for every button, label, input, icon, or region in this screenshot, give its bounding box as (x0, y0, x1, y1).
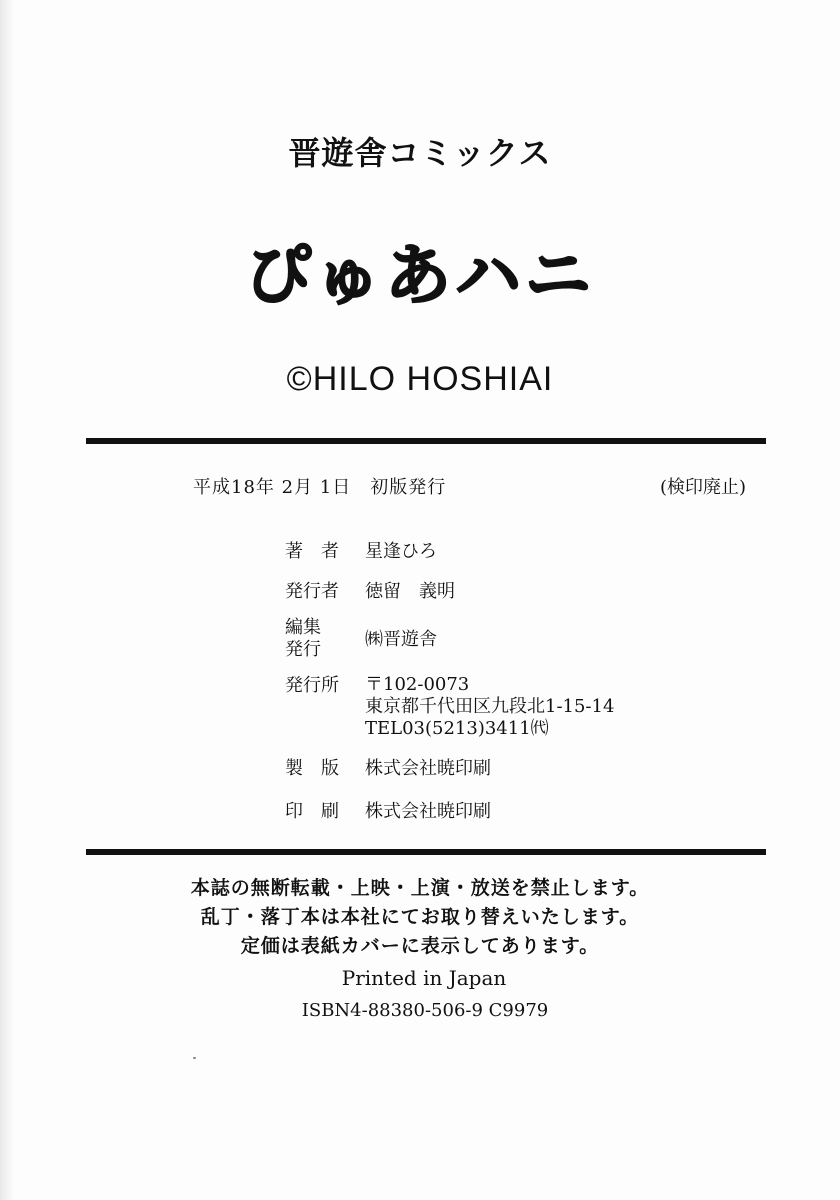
printed-in: Printed in Japan (341, 966, 507, 990)
credit-label: 印 刷 (285, 801, 339, 822)
notice-reproduction: 本誌の無断転載・上映・上演・放送を禁止します。 (190, 877, 650, 899)
isbn-line: ISBN4-88380-506-9 C9979 (301, 1000, 549, 1021)
credit-label: 発行所 (285, 675, 339, 696)
bottom-rule (86, 849, 766, 855)
book-title: ぴゅあハニ (245, 237, 595, 314)
credit-value: 徳留 義明 (365, 581, 455, 602)
credit-value-address (365, 674, 614, 740)
credit-label: 発行者 (285, 581, 339, 602)
postal-code: 〒102-0073 (365, 674, 470, 695)
imprint-label: 晋遊舎コミックス (288, 134, 552, 172)
top-rule (86, 438, 766, 444)
credit-label-stacked (285, 617, 355, 661)
credit-value: 株式会社暁印刷 (365, 801, 491, 822)
credit-value: 株式会社暁印刷 (365, 758, 491, 779)
notice-defects: 乱丁・落丁本は本社にてお取り替えいたします。 (200, 906, 640, 928)
credit-label: 製 版 (285, 758, 339, 779)
seal-note: (検印廃止) (660, 477, 747, 498)
paper-speck (193, 1057, 196, 1059)
notice-price: 定価は表紙カバーに表示してあります。 (240, 935, 600, 957)
credit-value: ㈱晋遊舎 (365, 629, 437, 650)
credit-label-line: 編集 (285, 617, 321, 638)
address: 東京都千代田区九段北1-15-14 (365, 696, 615, 717)
credit-label-line: 発行 (285, 639, 321, 660)
credit-label: 著 者 (285, 541, 339, 562)
credit-value: 星逢ひろ (365, 541, 437, 562)
copyright-line: ©HILO HOSHIAI (286, 360, 554, 398)
publication-date: 平成18年 2月 1日 初版発行 (193, 477, 447, 498)
phone: TEL03(5213)3411㈹ (365, 718, 549, 739)
